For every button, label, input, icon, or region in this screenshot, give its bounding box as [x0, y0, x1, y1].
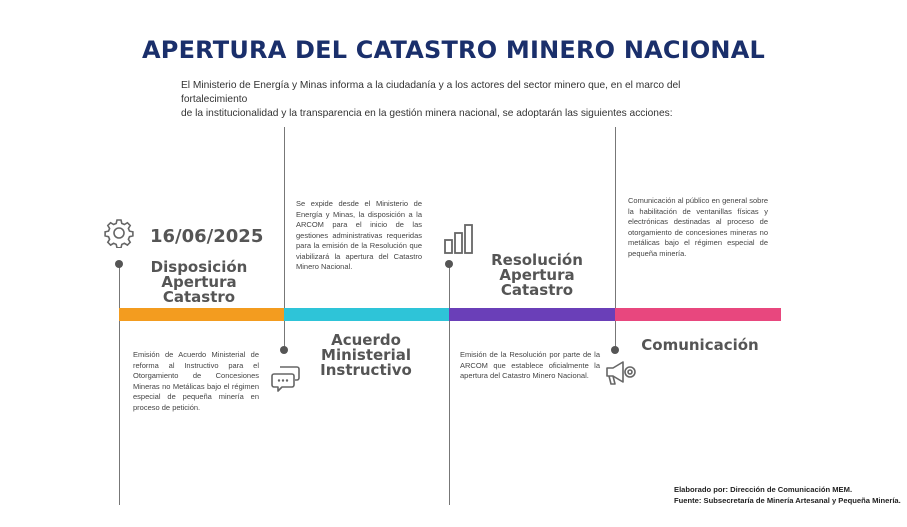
timeline-dot-1 [115, 260, 123, 268]
step-3-description: Emisión de la Resolución por parte de la ARCOM que establece oficialmente la apertura del Catastro Minero Nacional. [460, 350, 600, 380]
intro-line-2: de la institucionalidad y la transparencia en la gestión minera nacional, se adoptarán las siguientes acciones: [181, 108, 673, 119]
step-2-title: Acuerdo Ministerial Instructivo [320, 331, 412, 379]
step-4-description: Comunicación al público en general sobre la habilitación de ventanillas físicas y electrónicas destinadas al proceso de otorgamiento de concesiones mineras no metálicas bajo el régimen especial de pequeña minería. [628, 196, 768, 258]
page-title: APERTURA DEL CATASTRO MINERO NACIONAL [142, 36, 765, 64]
step-1-title: Disposición Apertura Catastro [150, 258, 248, 306]
intro-text [181, 79, 741, 121]
connector-line-3 [449, 265, 450, 505]
connector-line-1 [119, 265, 120, 505]
step-4-title: Comunicación [641, 336, 759, 354]
gear-icon [104, 218, 134, 253]
step-1-description: Emisión de Acuerdo Ministerial de reforma al Instructivo para el Otorgamiento de Concesiones Mineras no Metálicas bajo el régimen especial de pequeña minería en proceso de petición. [133, 350, 259, 412]
bar-chart-icon [442, 221, 476, 260]
timeline-segment-2 [284, 308, 449, 321]
step-3-title: Resolución Apertura Catastro [491, 251, 583, 299]
credits-source: Fuente: Subsecretaría de Minería Artesanal y Pequeña Minería. [674, 495, 901, 505]
intro-line-1: El Ministerio de Energía y Minas informa a la ciudadanía y a los actores del sector minero que, en el marco del fortalecimiento [181, 80, 681, 105]
credits-author: Elaborado por: Dirección de Comunicación MEM. [674, 485, 853, 494]
credits [674, 485, 901, 506]
timeline-segment-4 [615, 308, 781, 321]
timeline-dot-3 [445, 260, 453, 268]
step-2-description: Se expide desde el Ministerio de Energía y Minas, la disposición a la ARCOM para el inicio de las gestiones administrativas requeridas para la emisión de la Resolución que viabilizará la apertura del Catastro Minero Nacional. [296, 199, 422, 271]
timeline-segment-3 [449, 308, 615, 321]
megaphone-icon [603, 358, 639, 393]
timeline-dot-4 [611, 346, 619, 354]
chat-bubbles-icon [271, 364, 301, 399]
timeline-segment-1 [119, 308, 284, 321]
timeline-dot-2 [280, 346, 288, 354]
date-label: 16/06/2025 [150, 226, 264, 247]
